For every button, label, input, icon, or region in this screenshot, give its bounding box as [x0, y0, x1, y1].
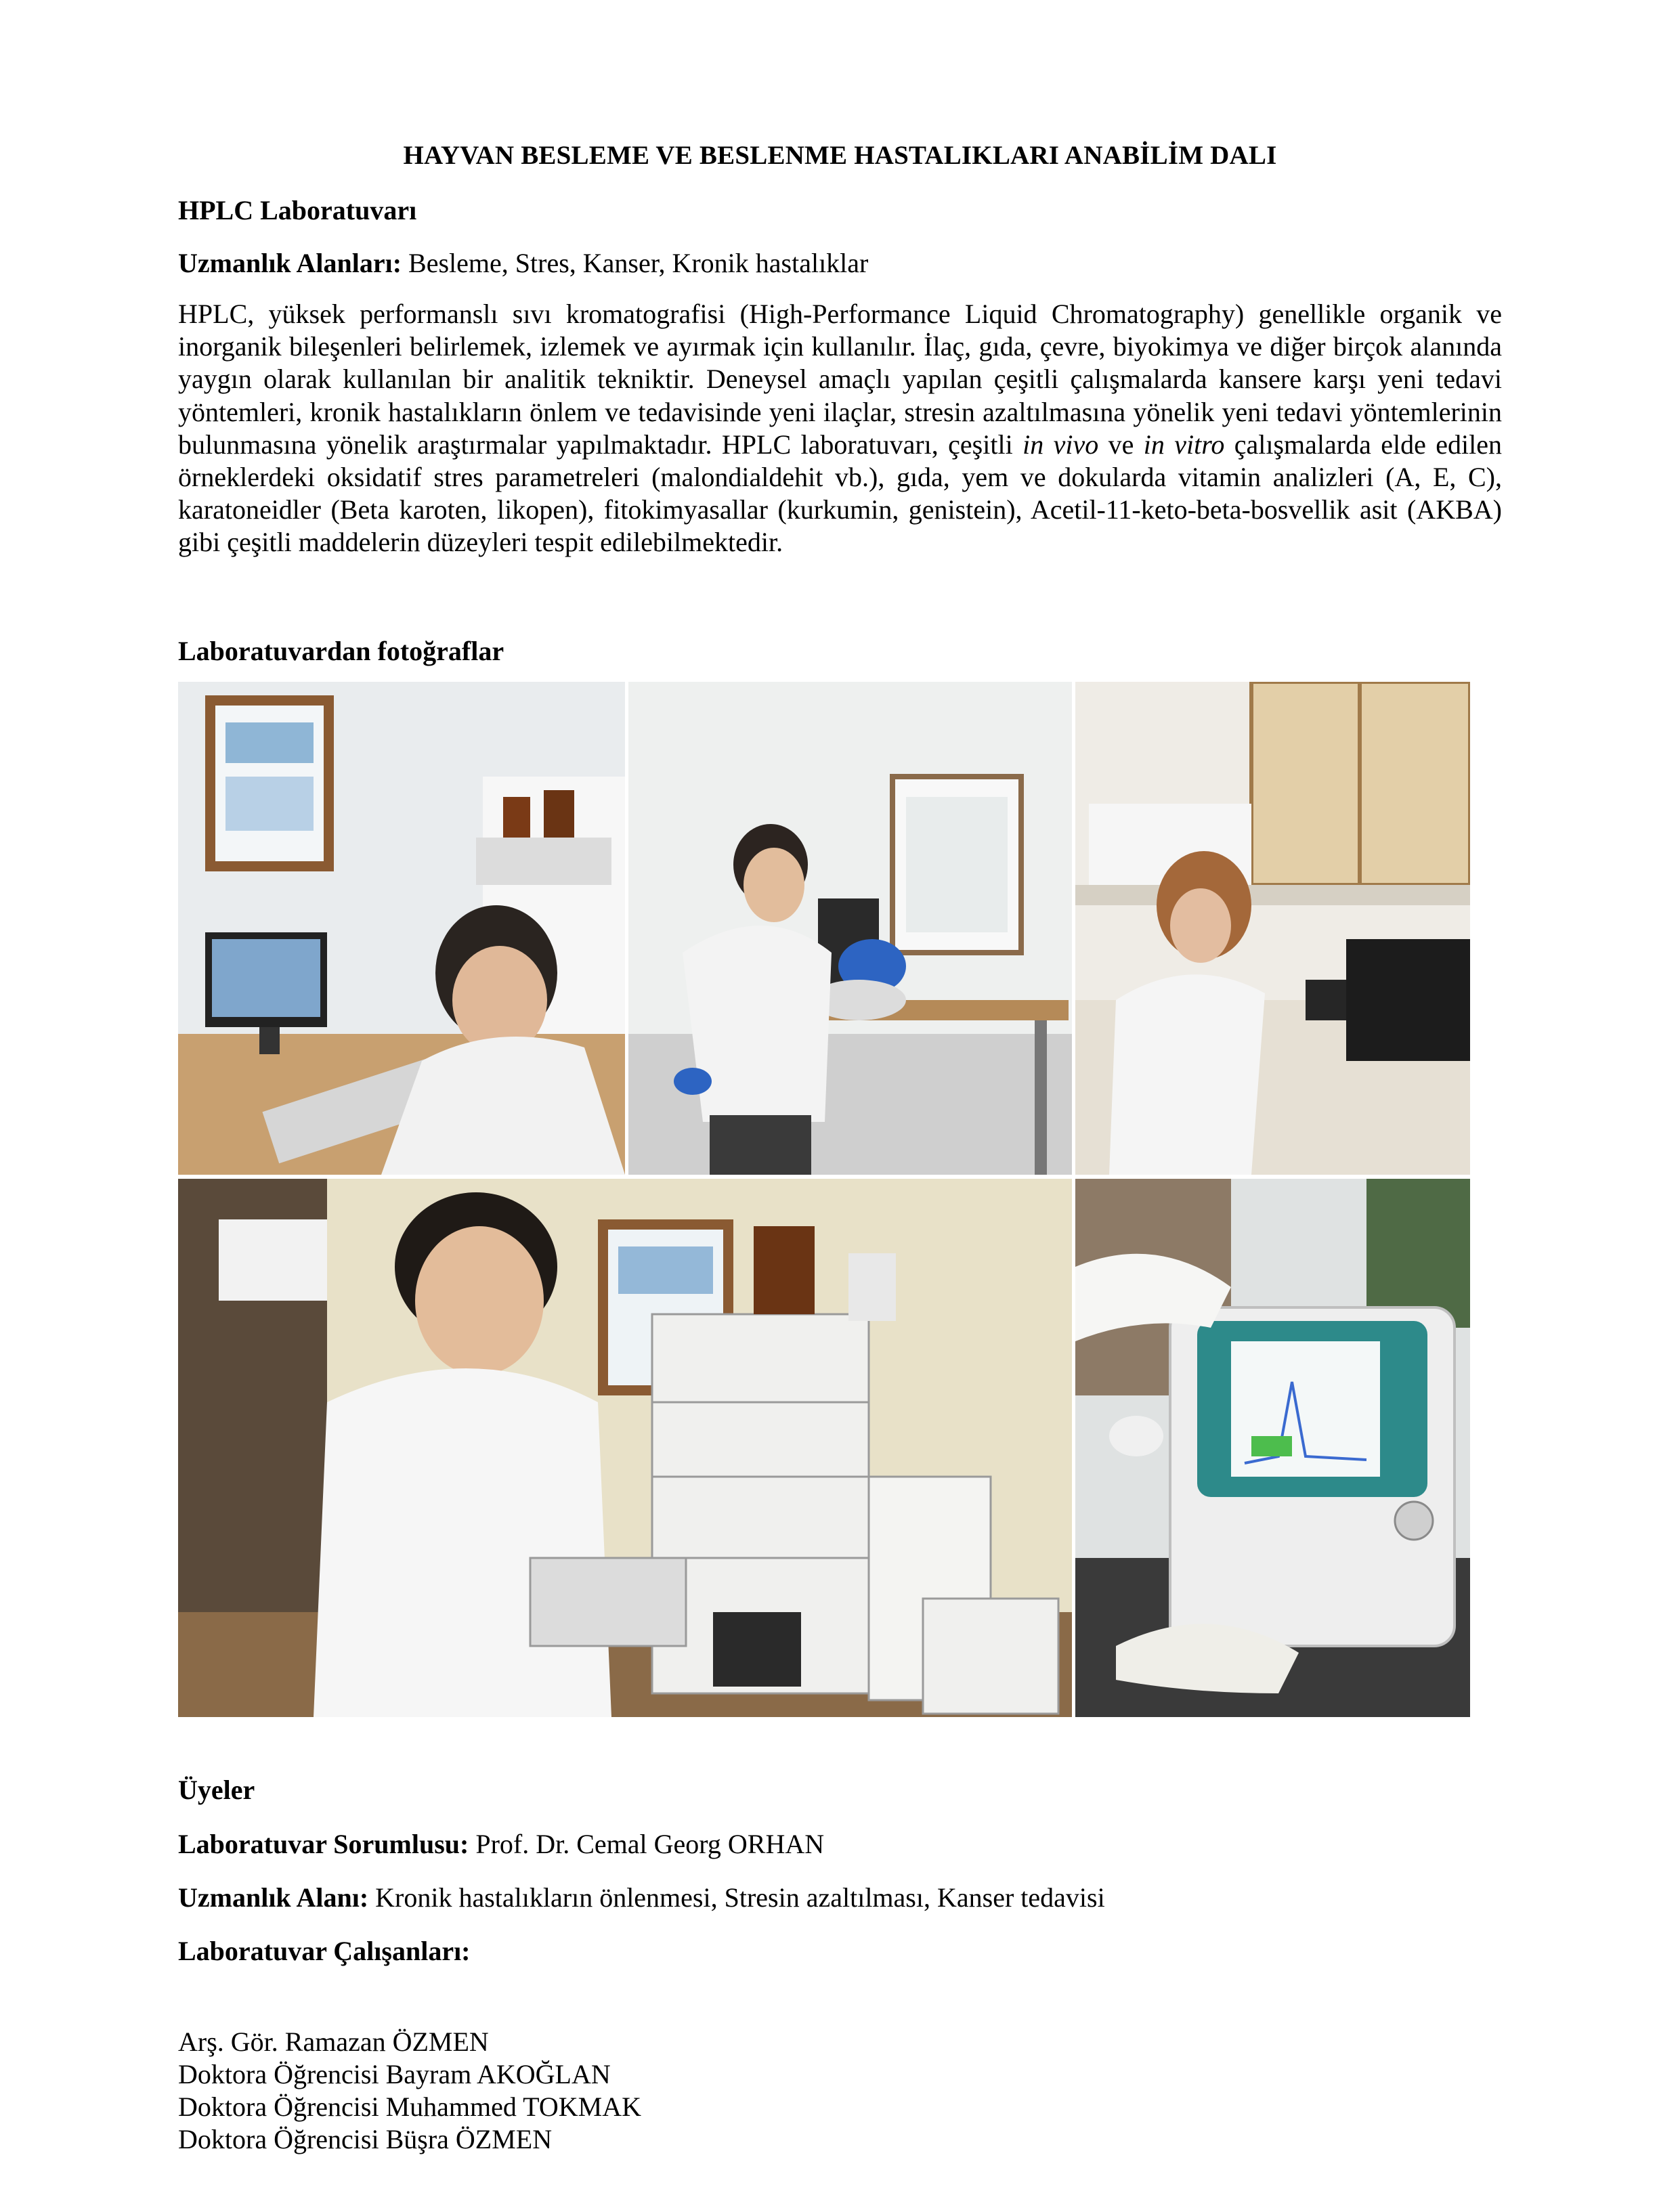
description-italic-invitro: in vitro — [1143, 429, 1225, 460]
lab-head-line — [178, 1828, 824, 1860]
staff-item: Doktora Öğrencisi Büşra ÖZMEN — [178, 2124, 553, 2154]
lab-photo-hplc-system — [178, 1179, 1072, 1717]
lab-name-heading: HPLC Laboratuvarı — [178, 195, 417, 225]
lab-photo-computer — [178, 682, 625, 1175]
photos-heading: Laboratuvardan fotoğraflar — [178, 636, 504, 666]
expertise-value: Besleme, Stres, Kanser, Kronik hastalıklar — [402, 248, 869, 278]
staff-item: Doktora Öğrencisi Bayram AKOĞLAN — [178, 2059, 611, 2089]
staff-heading: Laboratuvar Çalışanları: — [178, 1936, 471, 1966]
lab-head-label: Laboratuvar Sorumlusu: — [178, 1829, 469, 1859]
staff-list — [178, 2026, 641, 2156]
expertise-line — [178, 247, 868, 279]
description-part1: HPLC, yüksek performanslı sıvı kromatografisi (High-Performance Liquid Chromatography) genellikle organik ve inorganik bileşenleri belirlemek, izlemek ve ayırmak için kullanılır. İlaç, gıda, çevre, biyokimya ve diğer birçok alanında yaygın olarak kullanılan bir analitik tekniktir. Deneysel amaçlı yapılan çeşitli çalışmalarda kansere karşı yeni tedavi yöntemleri, kronik hastalıkların önlem ve tedavisinde yeni ilaçlar, stresin azaltılmasına yönelik yeni tedavi yöntemlerinin bulunmasına yönelik araştırmalar yapılmaktadır. HPLC laboratuvarı, çeşitli — [178, 299, 1502, 460]
lab-photo-cabinets — [1075, 682, 1470, 1175]
lab-photo-evaporator — [628, 682, 1072, 1175]
staff-item: Arş. Gör. Ramazan ÖZMEN — [178, 2026, 489, 2057]
page-title: HAYVAN BESLEME VE BESLENME HASTALIKLARI ANABİLİM DALI — [403, 141, 1277, 170]
description-italic-invivo: in vivo — [1022, 429, 1099, 460]
description-paragraph — [178, 298, 1502, 559]
head-expertise-label: Uzmanlık Alanı: — [178, 1882, 369, 1913]
lab-photo-analyzer — [1075, 1179, 1470, 1717]
expertise-label: Uzmanlık Alanları: — [178, 248, 402, 278]
head-expertise-value: Kronik hastalıkların önlenmesi, Stresin azaltılması, Kanser tedavisi — [368, 1882, 1105, 1913]
staff-item: Doktora Öğrencisi Muhammed TOKMAK — [178, 2091, 641, 2122]
description-part3: çalışmalarda elde edilen örneklerdeki oksidatif stres parametreleri (malondialdehit vb.), gıda, yem ve dokularda vitamin analizleri (A, E, C), karatoneidler (Beta karoten, likopen), fitokimyasallar (kurkumin, genistein), Acetil-11-keto-beta-bosvellik asit (AKBA) gibi çeşitli maddelerin düzeyleri tespit edilebilmektedir. — [178, 429, 1502, 558]
members-heading: Üyeler — [178, 1775, 255, 1805]
head-expertise-line — [178, 1882, 1105, 1913]
lab-head-value: Prof. Dr. Cemal Georg ORHAN — [469, 1829, 825, 1859]
description-part2: ve — [1098, 429, 1144, 460]
